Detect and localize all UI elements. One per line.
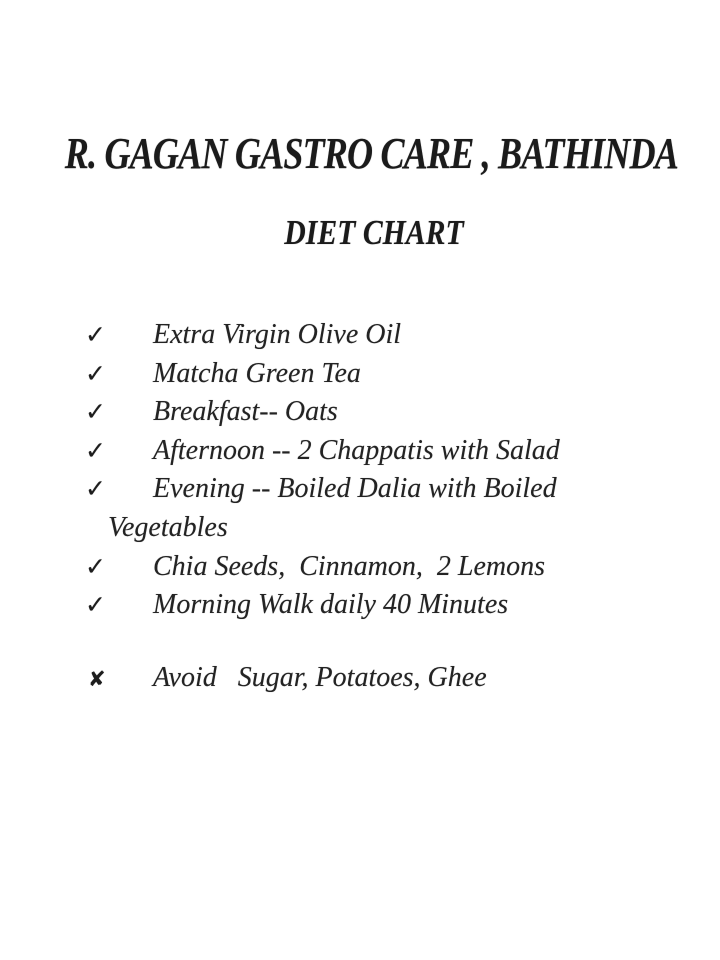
diet-item [0, 548, 660, 587]
doc-subtitle: DIET CHART [284, 213, 464, 252]
diet-item-text: Matcha Green Tea [153, 357, 361, 389]
check-icon: ✓ [85, 320, 106, 349]
diet-item [0, 316, 660, 355]
diet-item [0, 393, 660, 432]
diet-item-text: Chia Seeds, Cinnamon, 2 Lemons [153, 550, 545, 582]
diet-item-text: Afternoon -- 2 Chappatis with Salad [153, 434, 560, 466]
diet-list [0, 316, 660, 625]
avoid-text: Avoid Sugar, Potatoes, Ghee [153, 662, 487, 693]
check-icon: ✓ [85, 590, 106, 620]
diet-item [0, 432, 660, 471]
diet-item [0, 470, 660, 547]
check-icon: ✓ [85, 358, 106, 388]
diet-item [0, 586, 660, 625]
diet-item-text: Morning Walk daily 40 Minutes [153, 589, 509, 621]
page-title: R. GAGAN GASTRO CARE , BATHINDA [64, 129, 678, 178]
check-icon: ✓ [85, 551, 106, 581]
avoid-item [0, 659, 720, 698]
check-icon: ✓ [85, 474, 106, 504]
check-icon: ✓ [85, 435, 106, 465]
diet-item-text: Evening -- Boiled Dalia with Boiled [153, 473, 557, 505]
check-icon: ✓ [85, 397, 106, 427]
diet-item-text-wrap: Vegetables [108, 511, 228, 543]
diet-item [0, 355, 660, 394]
cross-icon: ✘ [88, 667, 106, 691]
diet-item-text: Extra Virgin Olive Oil [153, 319, 402, 350]
diet-item-text: Breakfast-- Oats [153, 396, 338, 428]
